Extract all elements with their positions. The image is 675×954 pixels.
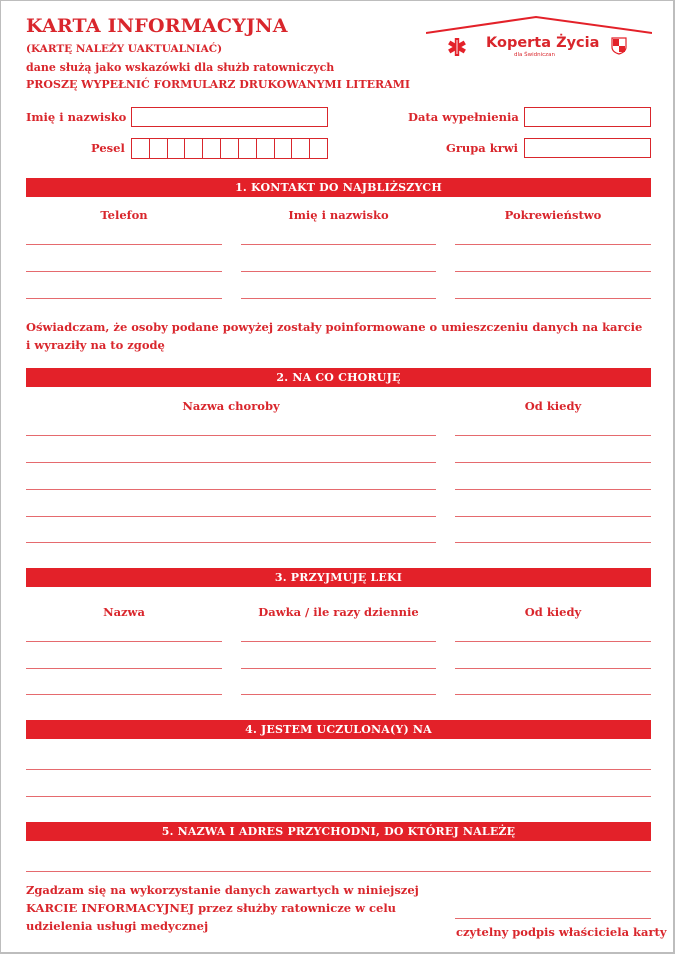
- consent-line-3: udzielenia usługi medycznej: [26, 919, 209, 933]
- col-med-dose: Dawka / ile razy dziennie: [258, 605, 419, 619]
- logo-name: Koperta Życia: [486, 35, 600, 51]
- input-line[interactable]: [26, 542, 436, 543]
- input-line[interactable]: [241, 641, 436, 642]
- input-line[interactable]: [455, 542, 651, 543]
- input-line[interactable]: [26, 435, 436, 436]
- declaration-line-1: Oświadczam, że osoby podane powyżej zostały poinformowane o umieszczeniu danych na karcie: [26, 320, 643, 334]
- name-field[interactable]: [131, 107, 328, 127]
- input-line[interactable]: [455, 271, 651, 272]
- input-line[interactable]: [26, 298, 222, 299]
- input-line[interactable]: [455, 668, 651, 669]
- pesel-label: Pesel: [91, 141, 125, 155]
- col-med-name: Nazwa: [103, 605, 145, 619]
- col-phone: Telefon: [100, 208, 148, 222]
- input-line[interactable]: [26, 694, 222, 695]
- input-line[interactable]: [455, 641, 651, 642]
- logo-roof-icon: [426, 15, 652, 35]
- blood-type-field[interactable]: [524, 138, 651, 158]
- input-line[interactable]: [455, 694, 651, 695]
- print-instruction: PROSZĘ WYPEŁNIĆ FORMULARZ DRUKOWANYMI LITERAMI: [26, 78, 411, 91]
- input-line[interactable]: [26, 769, 651, 770]
- input-line[interactable]: [455, 435, 651, 436]
- signature-label: czytelny podpis właściciela karty: [456, 925, 667, 939]
- signature-line[interactable]: [455, 918, 651, 919]
- col-relationship: Pokrewieństwo: [504, 208, 602, 222]
- col-contact-name: Imię i nazwisko: [288, 208, 389, 222]
- date-field[interactable]: [524, 107, 651, 127]
- logo-tagline: dla Świdniczan: [514, 52, 555, 58]
- input-line[interactable]: [26, 489, 436, 490]
- coat-of-arms-icon: [611, 37, 627, 55]
- date-label: Data wypełnienia: [408, 110, 519, 124]
- input-line[interactable]: [455, 516, 651, 517]
- section-diseases-header: 2. NA CO CHORUJĘ: [26, 368, 651, 387]
- input-line[interactable]: [26, 244, 222, 245]
- section-allergies-header: 4. JESTEM UCZULONA(Y) NA: [26, 720, 651, 739]
- col-disease-name: Nazwa choroby: [182, 399, 280, 413]
- input-line[interactable]: [241, 694, 436, 695]
- input-line[interactable]: [241, 298, 436, 299]
- purpose-note: dane służą jako wskazówki dla służb ratowniczych: [26, 61, 335, 74]
- input-line[interactable]: [26, 462, 436, 463]
- input-line[interactable]: [26, 516, 436, 517]
- consent-line-2: KARCIE INFORMACYJNEJ przez służby ratownicze w celu: [26, 901, 397, 915]
- input-line[interactable]: [26, 668, 222, 669]
- input-line[interactable]: [26, 641, 222, 642]
- col-disease-since: Od kiedy: [524, 399, 582, 413]
- section-contacts-header: 1. KONTAKT DO NAJBLIŻSZYCH: [26, 178, 651, 197]
- input-line[interactable]: [241, 244, 436, 245]
- blood-type-label: Grupa krwi: [446, 141, 519, 155]
- input-line[interactable]: [455, 298, 651, 299]
- input-line[interactable]: [455, 462, 651, 463]
- input-line[interactable]: [26, 796, 651, 797]
- input-line[interactable]: [26, 871, 651, 872]
- col-med-since: Od kiedy: [524, 605, 582, 619]
- input-line[interactable]: [241, 668, 436, 669]
- input-line[interactable]: [455, 244, 651, 245]
- input-line[interactable]: [26, 271, 222, 272]
- input-line[interactable]: [241, 271, 436, 272]
- form-title: KARTA INFORMACYJNA: [26, 15, 288, 37]
- consent-line-1: Zgadzam się na wykorzystanie danych zawartych w niniejszej: [26, 883, 419, 897]
- update-note: (KARTĘ NALEŻY UAKTUALNIAĆ): [26, 43, 223, 55]
- section-medications-header: 3. PRZYJMUJĘ LEKI: [26, 568, 651, 587]
- input-line[interactable]: [455, 489, 651, 490]
- pesel-field[interactable]: [131, 138, 328, 159]
- section-clinic-header: 5. NAZWA I ADRES PRZYCHODNI, DO KTÓREJ NALEŻĘ: [26, 822, 651, 841]
- star-of-life-icon: [447, 37, 467, 57]
- name-label: Imię i nazwisko: [26, 110, 127, 124]
- declaration-line-2: i wyraziły na to zgodę: [26, 338, 165, 352]
